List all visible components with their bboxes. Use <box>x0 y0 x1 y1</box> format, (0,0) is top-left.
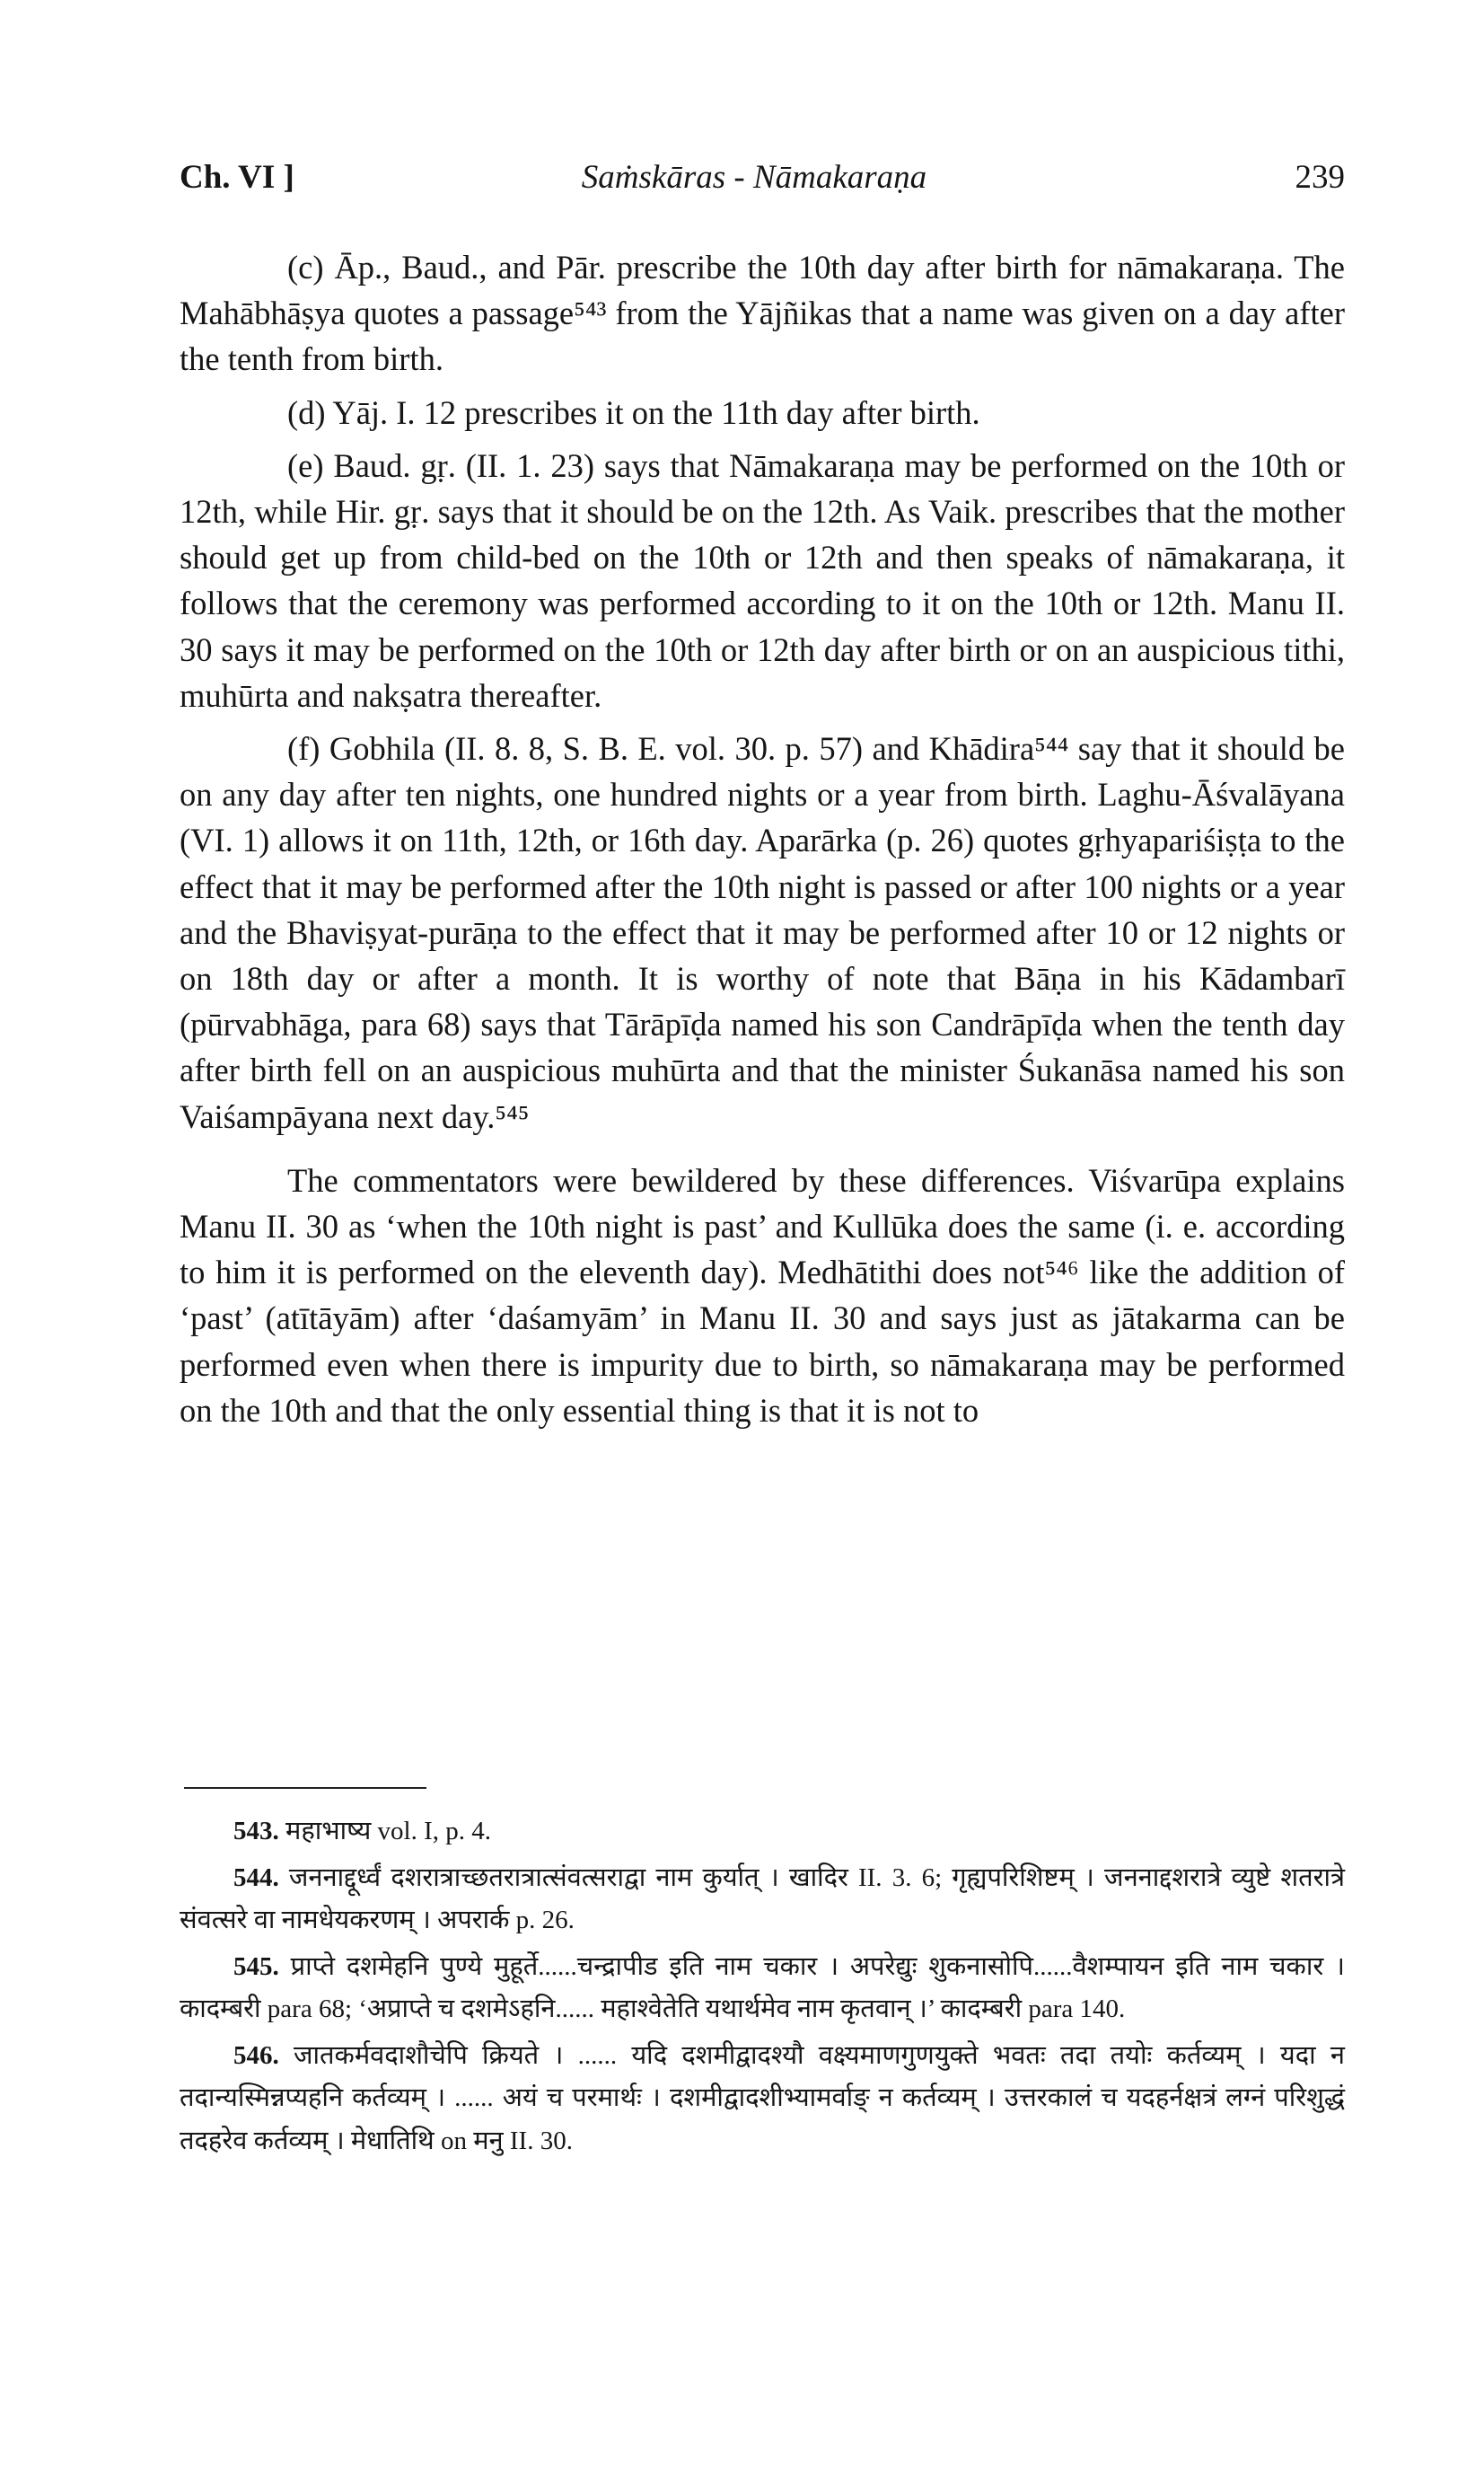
footnote-546 <box>180 2035 1345 2163</box>
chapter-label: Ch. VI ] <box>180 159 294 196</box>
footnote-divider <box>184 1787 426 1789</box>
footnote-number: 543. <box>233 1817 279 1845</box>
footnote-545 <box>180 1946 1345 2031</box>
running-header <box>180 158 1345 212</box>
footnote-text: महाभाष्य vol. I, p. 4. <box>285 1817 491 1845</box>
paragraph-commentators: The commentators were bewildered by these differences. Viśvarūpa explains Manu II. 30 as ‘when the 10th night is past’ and Kullūka does the same (i. e. according to him it is performed on the eleventh day). Medhātithi does not⁵⁴⁶ like the addition of ‘past’ (atītāyām) after ‘daśamyām’ in Manu II. 30 and says just as jātakarma can be performed even when there is impurity due to birth, so nāmakaraṇa may be performed on the 10th and that the only essential thing is that it is not to <box>180 1161 1345 1429</box>
main-text <box>180 244 1345 1433</box>
footnote-number: 545. <box>233 1951 279 1981</box>
footnote-543 <box>180 1810 1345 1854</box>
footnote-text: जातकर्मवदाशौचेपि क्रियते । ...... यदि दशमीद्वादश्यौ वक्ष्यमाणगुणयुक्ते भवतः तदा तयोः कर्तव्यम् । यदा न तदान्यस्मिन्नप्यहनि कर्तव्यम् । ...... अयं च परमार्थः । दशमीद्वादशीभ्यामर्वाङ् न कर्तव्यम् । उत्तरकालं च यदहर्नक्षत्रं लग्नं परिशुद्धं तदहरेव कर्तव्यम् । मेधातिथि on मनु II. 30. <box>180 2040 1345 2155</box>
footnotes <box>180 1810 1345 2166</box>
footnote-number: 546. <box>233 2040 279 2070</box>
paragraph-e: (e) Baud. gṛ. (II. 1. 23) says that Nāmakaraṇa may be performed on the 10th or 12th, while Hir. gṛ. says that it should be on the 12th. As Vaik. prescribes that the mother should get up from child-bed on the 10th or 12th and then speaks of nāmakaraṇa, it follows that the ceremony was performed according to it on the 10th or 12th. Manu II. 30 says it may be performed on the 10th or 12th day after birth or on an auspicious tithi, muhūrta and nakṣatra thereafter. <box>180 446 1345 714</box>
paragraph-d: (d) Yāj. I. 12 prescribes it on the 11th day after birth. <box>287 393 980 431</box>
paragraph-f: (f) Gobhila (II. 8. 8, S. B. E. vol. 30. p. 57) and Khādira⁵⁴⁴ say that it should be on any day after ten nights, one hundred nights or a year from birth. Laghu-Āśvalāyana (VI. 1) allows it on 11th, 12th, or 16th day. Aparārka (p. 26) quotes gṛhyapariśiṣṭa to the effect that it may be performed after the 10th night is passed or after 100 nights or a year and the Bhaviṣyat-purāṇa to the effect that it may be performed after 10 or 12 nights or on 18th day or after a month. It is worthy of note that Bāṇa in his Kādambarī (pūrvabhāga, para 68) says that Tārāpīḍa named his son Candrāpīḍa when the tenth day after birth fell on an auspicious muhūrta and that the minister Śukanāsa named his son Vaiśampāyana next day.⁵⁴⁵ <box>180 730 1345 1135</box>
page-number: 239 <box>1295 159 1345 196</box>
footnote-544 <box>180 1857 1345 1942</box>
footnote-number: 544. <box>233 1862 279 1892</box>
paragraph-c: (c) Āp., Baud., and Pār. prescribe the 10th day after birth for nāmakaraṇa. The Mahābhāṣya quotes a passage⁵⁴³ from the Yājñikas that a name was given on a day after the tenth from birth. <box>180 249 1345 378</box>
footnote-text: जननाद्दूर्ध्वं दशरात्राच्छतरात्रात्संवत्सराद्वा नाम कुर्यात् । खादिर II. 3. 6; गृह्यपरिशिष्टम् । जननाद्दशरात्रे व्युष्टे शतरात्रे संवत्सरे वा नामधेयकरणम् । अपरार्क p. 26. <box>180 1862 1345 1934</box>
footnote-text: प्राप्ते दशमेहनि पुण्ये मुहूर्ते......चन्द्रापीड इति नाम चकार । अपरेद्युः शुकनासोपि......वैशम्पायन इति नाम चकार । कादम्बरी para 68; ‘अप्राप्ते च दशमेऽहनि...... महाश्वेतेति यथार्थमेव नाम कृतवान् ।’ कादम्बरी para 140. <box>180 1951 1345 2023</box>
running-title: Saṁskāras - Nāmakaraṇa <box>581 159 927 196</box>
